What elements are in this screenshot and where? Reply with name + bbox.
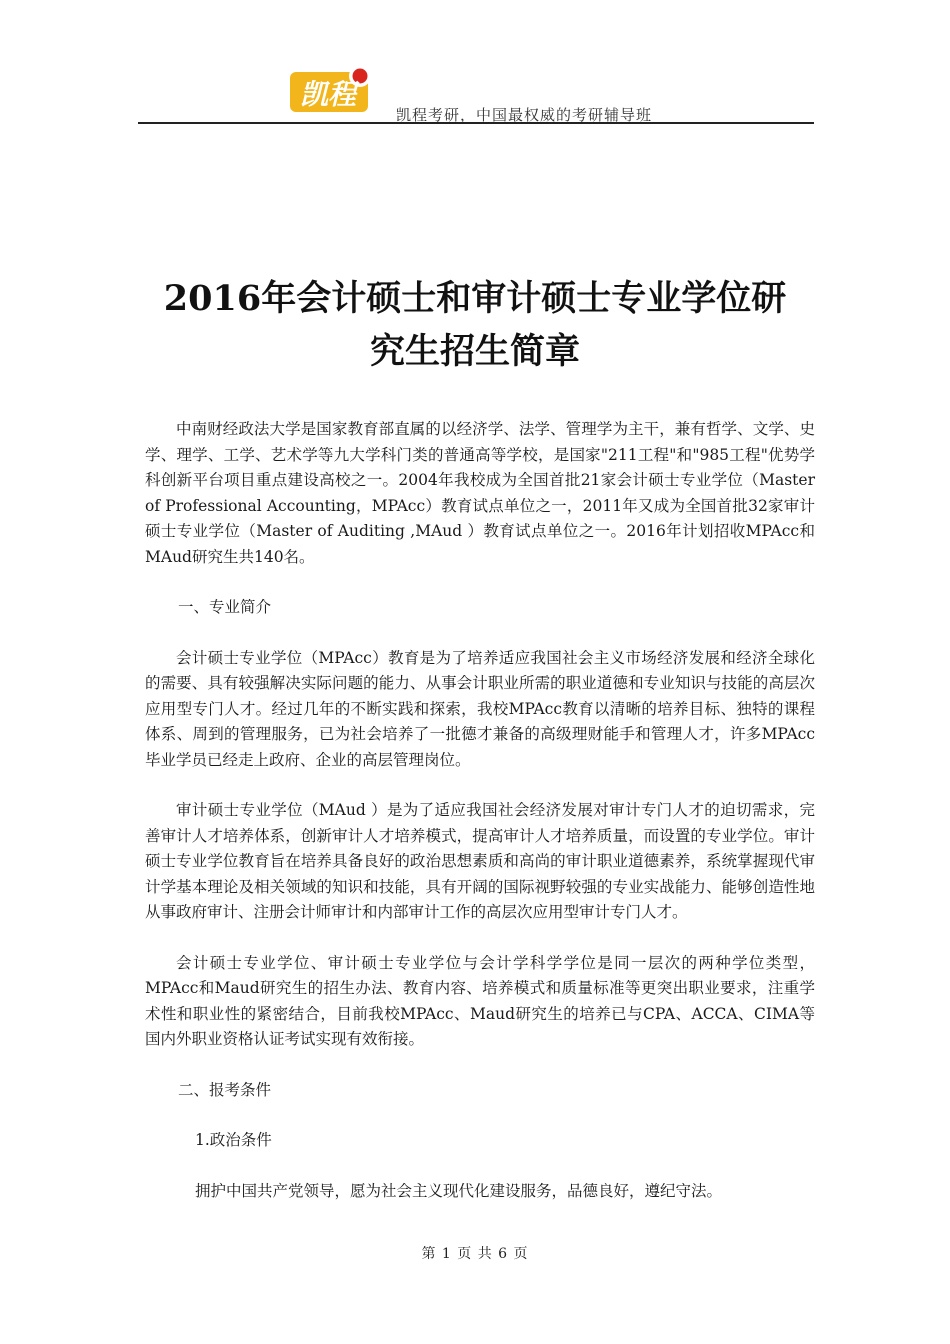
header-divider [138, 122, 814, 124]
comparison-paragraph: 会计硕士专业学位、审计硕士专业学位与会计学科学学位是同一层次的两种学位类型，MPAcc和Maud研究生的招生办法、教育内容、培养模式和质量标准等更突出职业要求，注重学术性和职业性的紧密结合，目前我校MPAcc、Maud研究生的培养已与CPA、ACCA、CIMA等国内外职业资格认证考试实现有效衔接。 [145, 953, 815, 1048]
page-header [138, 60, 814, 124]
title-line-2: 究生招生简章 [369, 331, 580, 372]
logo-text: 凯程 [299, 78, 357, 111]
document-body [145, 417, 815, 1204]
kaicheng-logo [288, 62, 378, 120]
political-condition-text: 拥护中国共产党领导，愿为社会主义现代化建设服务，品德良好，遵纪守法。 [195, 1181, 723, 1200]
section-heading-intro: 一、专业简介 [178, 598, 272, 616]
document-title [100, 272, 850, 378]
page-footer: 第 1 页 共 6 页 [421, 1246, 529, 1262]
header-slogan: 凯程考研，中国最权威的考研辅导班 [396, 106, 653, 124]
mpacc-paragraph: 会计硕士专业学位（MPAcc）教育是为了培养适应我国社会主义市场经济发展和经济全球化的需要、具有较强解决实际问题的能力、从事会计职业所需的职业道德和专业知识与技能的高层次应用型专门人才。经过几年的不断实践和探索，我校MPAcc教育以清晰的培养目标、独特的课程体系、周到的管理服务，已为社会培养了一批德才兼备的高级理财能手和管理人才，许多MPAcc毕业学员已经走上政府、企业的高层管理岗位。 [145, 648, 815, 769]
section-heading-conditions: 二、报考条件 [178, 1080, 272, 1099]
maud-paragraph: 审计硕士专业学位（MAud ）是为了适应我国社会经济发展对审计专门人才的迫切需求，完善审计人才培养体系，创新审计人才培养模式，提高审计人才培养质量，而设置的专业学位。审计硕士专业学位教育旨在培养具备良好的政治思想素质和高尚的审计职业道德素养，系统掌握现代审计学基本理论及相关领域的知识和技能，具有开阔的国际视野较强的专业实战能力、能够创造性地从事政府审计、注册会计师审计和内部审计工作的高层次应用型审计专门人才。 [145, 801, 815, 921]
subheading-political: 1.政治条件 [195, 1131, 272, 1149]
logo-mark [288, 62, 378, 120]
intro-paragraph: 中南财经政法大学是国家教育部直属的以经济学、法学、管理学为主干，兼有哲学、文学、史学、理学、工学、艺术学等九大学科门类的普通高等学校，是国家"211工程"和"985工程"优势学科创新平台项目重点建设高校之一。2004年我校成为全国首批21家会计硕士专业学位（Master of Professional Accounting，MPAcc）教育试点单位之一，2011年又成为全国首批32家审计硕士专业学位（Master of Auditing ,MAud ）教育试点单位之一。2016年计划招收MPAcc和MAud研究生共140名。 [145, 420, 815, 566]
title-line-1: 2016年会计硕士和审计硕士专业学位研 [163, 278, 787, 319]
